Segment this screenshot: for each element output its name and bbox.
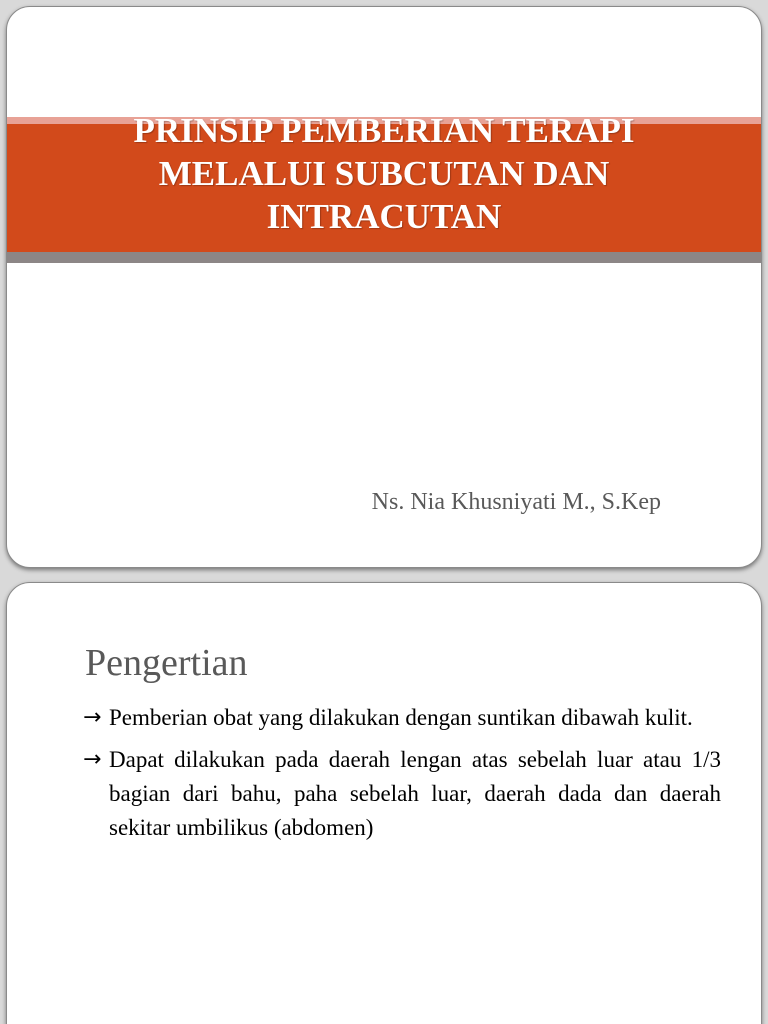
bullet-item [83,701,721,735]
title-slide [6,6,762,568]
bullet-text: Pemberian obat yang dilakukan dengan suntikan dibawah kulit. [109,705,693,730]
slide-title [47,109,721,238]
right-arrow-icon: → [83,705,102,730]
bullet-text: Dapat dilakukan pada daerah lengan atas sebelah luar atau 1/3 bagian dari bahu, paha sebelah luar, daerah dada dan daerah sekitar umbilikus (abdomen) [109,747,721,840]
slide-subtitle-author: Ns. Nia Khusniyati M., S.Kep [371,489,661,515]
slide-title-line-3: INTRACUTAN [266,197,502,236]
slide-title-line-1: PRINSIP PEMBERIAN TERAPI [133,111,635,150]
bullet-list [83,701,721,853]
bullet-item [83,743,721,845]
slide-title-line-2: MELALUI SUBCUTAN DAN [158,154,610,193]
content-heading: Pengertian [85,642,248,684]
content-slide [6,582,762,1024]
right-arrow-icon: → [83,747,102,772]
title-band-bottom-stripe [7,252,761,263]
